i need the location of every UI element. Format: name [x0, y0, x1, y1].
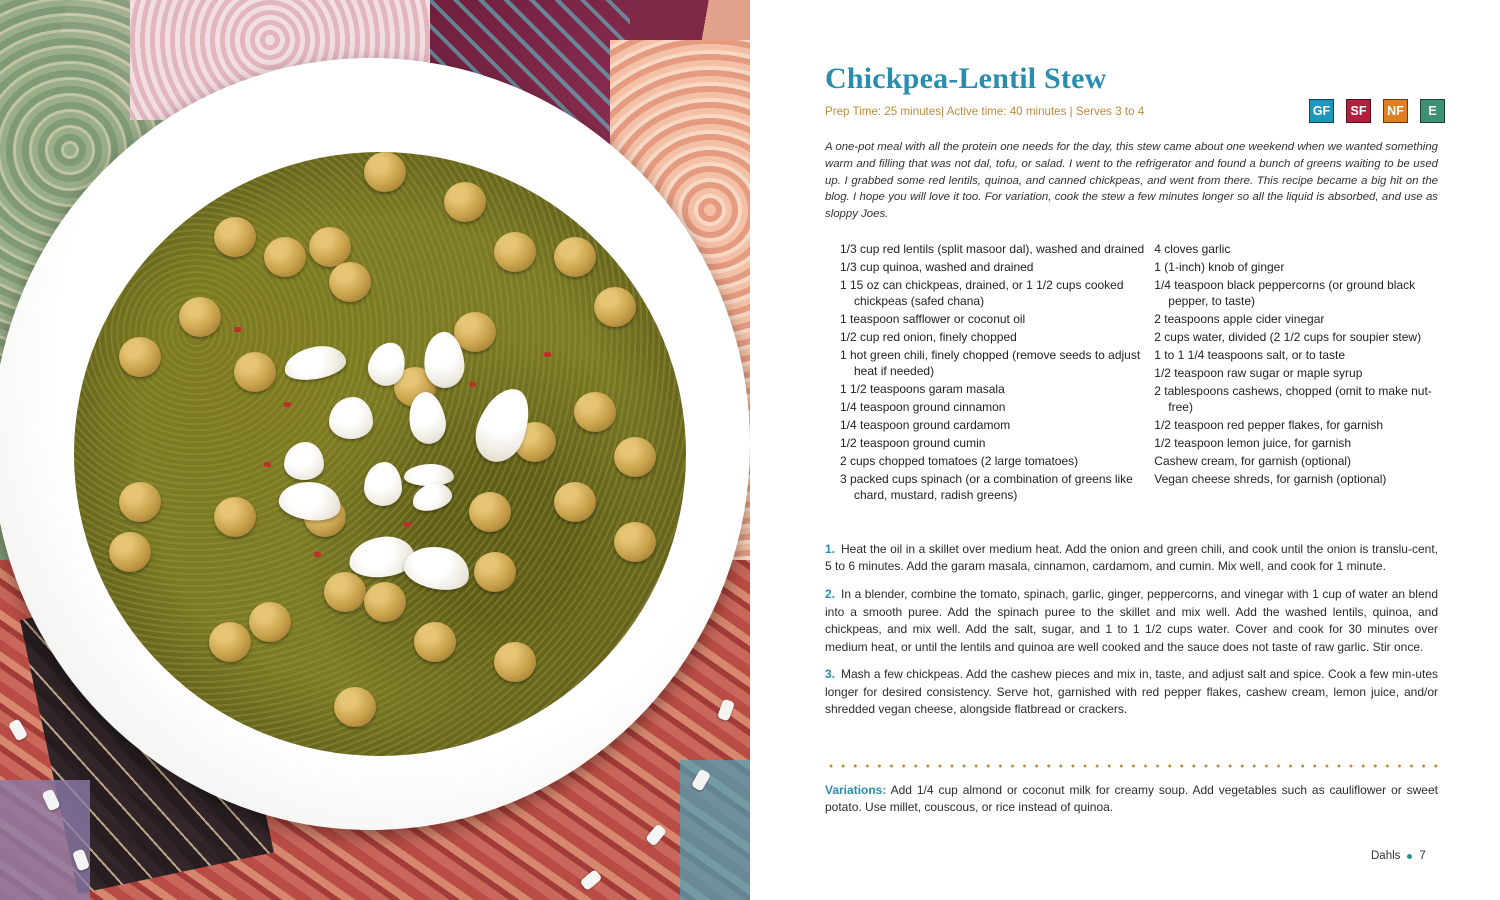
stew — [74, 152, 686, 756]
step-text: Heat the oil in a skillet over medium heat. Add the onion and green chili, and cook until the onion is translu-cent, 5 to 6 minutes. Add the garam masala, cinnamon, cardamom, and cumin. Mix well, and cook for 1 minute. — [825, 542, 1438, 574]
step-number: 3. — [825, 667, 836, 682]
variations-text: Add 1/4 cup almond or coconut milk for creamy soup. Add vegetables such as cauliflower or sweet potato. Use millet, couscous, or rice instead of quinoa. — [825, 783, 1438, 815]
badge-nut-free: NF — [1383, 99, 1408, 123]
ingredients-column-left — [840, 241, 1154, 505]
ingredient-item: 1 hot green chili, finely chopped (remove seeds to adjust heat if needed) — [840, 348, 1141, 378]
footer-dot-icon — [1407, 854, 1412, 859]
recipe-intro: A one-pot meal with all the protein one needs for the day, this stew came about one weekend when we wanted something warm and filling that was not dal, tofu, or salad. I went to the refrigerator and found a bunch of greens waiting to be used up. I grabbed some red lentils, quinoa, and canned chickpeas, and went from there. This recipe became a big hit on the blog. I hope you will love it too. For variation, cook the stew a few minutes longer so all the liquid is absorbed, and use as sloppy Joes. — [825, 141, 1438, 221]
ingredient-item: 1/4 teaspoon ground cardamom — [840, 418, 1011, 432]
dotted-divider — [825, 764, 1438, 768]
ingredient-item: 1 1/2 teaspoons garam masala — [840, 382, 1005, 396]
ingredient-item: 1/2 teaspoon red pepper flakes, for garnish — [1154, 418, 1384, 432]
ingredient-item: 2 cups water, divided (2 1/2 cups for soupier stew) — [1154, 330, 1422, 344]
ingredient-item: 1 to 1 1/4 teaspoons salt, or to taste — [1154, 348, 1346, 362]
ingredient-item: 1/3 cup quinoa, washed and drained — [840, 260, 1034, 274]
page-footer — [1371, 850, 1426, 862]
variations-note — [825, 782, 1438, 817]
ingredient-item: 1 15 oz can chickpeas, drained, or 1 1/2 cups cooked chickpeas (safed chana) — [840, 278, 1124, 308]
method-step — [825, 541, 1438, 576]
recipe-title: Chickpea-Lentil Stew — [825, 62, 1107, 95]
method-steps — [825, 541, 1438, 729]
step-number: 1. — [825, 542, 836, 556]
ingredient-item: 1/2 teaspoon raw sugar or maple syrup — [1154, 366, 1363, 380]
ingredient-item: Vegan cheese shreds, for garnish (optional) — [1154, 472, 1387, 486]
ingredient-item: 4 cloves garlic — [1154, 242, 1231, 256]
ingredient-item: 2 teaspoons apple cider vinegar — [1154, 312, 1325, 326]
ingredient-item: 1/4 teaspoon ground cinnamon — [840, 400, 1006, 414]
section-name: Dahls — [1371, 850, 1401, 862]
ingredient-item: 1/2 teaspoon ground cumin — [840, 436, 986, 450]
badge-soy-free: SF — [1346, 99, 1371, 123]
badge-easy: E — [1420, 99, 1445, 123]
step-number: 2. — [825, 587, 836, 602]
ingredients-column-right — [1154, 241, 1440, 505]
recipe-page — [750, 0, 1500, 900]
step-text: Mash a few chickpeas. Add the cashew pieces and mix in, taste, and adjust salt and spice. Cook a few min-utes longer for desired consistency. Serve hot, garnished with red pepper flakes, cashew cream, lemon juice, and/or shredded vegan cheese, alongside flatbread or crackers. — [825, 667, 1438, 717]
page-number: 7 — [1419, 850, 1426, 862]
ingredient-item: 3 packed cups spinach (or a combination of greens like chard, mustard, radish greens) — [840, 472, 1133, 502]
ingredient-item: 1/2 teaspoon lemon juice, for garnish — [1154, 436, 1352, 450]
ingredients-list — [840, 241, 1440, 505]
ingredient-item: 2 tablespoons cashews, chopped (omit to make nut-free) — [1154, 384, 1432, 414]
method-step — [825, 666, 1438, 718]
step-text: In a blender, combine the tomato, spinach, garlic, ginger, peppercorns, and vinegar with 1 cup of water an blend into a smooth puree. Add the spinach puree to the skillet and mix well. Add the washed lentils, quinoa, and chickpeas, and mix well. Add the salt, sugar, and 1 to 1 1/2 cups water. Cover and cook for 30 minutes over medium heat, or until the lentils and quinoa are well cooked and the sauce does not taste of raw garlic. Stir once. — [825, 587, 1438, 654]
ingredient-item: 1/2 cup red onion, finely chopped — [840, 330, 1017, 344]
ingredient-item: 1/3 cup red lentils (split masoor dal), washed and drained — [840, 242, 1145, 256]
fabric-blue — [680, 760, 750, 900]
ingredient-item: Cashew cream, for garnish (optional) — [1154, 454, 1352, 468]
recipe-times-servings: Prep Time: 25 minutes| Active time: 40 minutes | Serves 3 to 4 — [825, 105, 1145, 118]
badge-gluten-free: GF — [1309, 99, 1334, 123]
variations-label: Variations: — [825, 783, 887, 797]
ingredient-item: 1 teaspoon safflower or coconut oil — [840, 312, 1026, 326]
dietary-badges — [1309, 99, 1445, 123]
ingredient-item: 1 (1-inch) knob of ginger — [1154, 260, 1285, 274]
ingredient-item: 2 cups chopped tomatoes (2 large tomatoes) — [840, 454, 1079, 468]
ingredient-item: 1/4 teaspoon black peppercorns (or ground black pepper, to taste) — [1154, 278, 1416, 308]
method-step — [825, 586, 1438, 656]
